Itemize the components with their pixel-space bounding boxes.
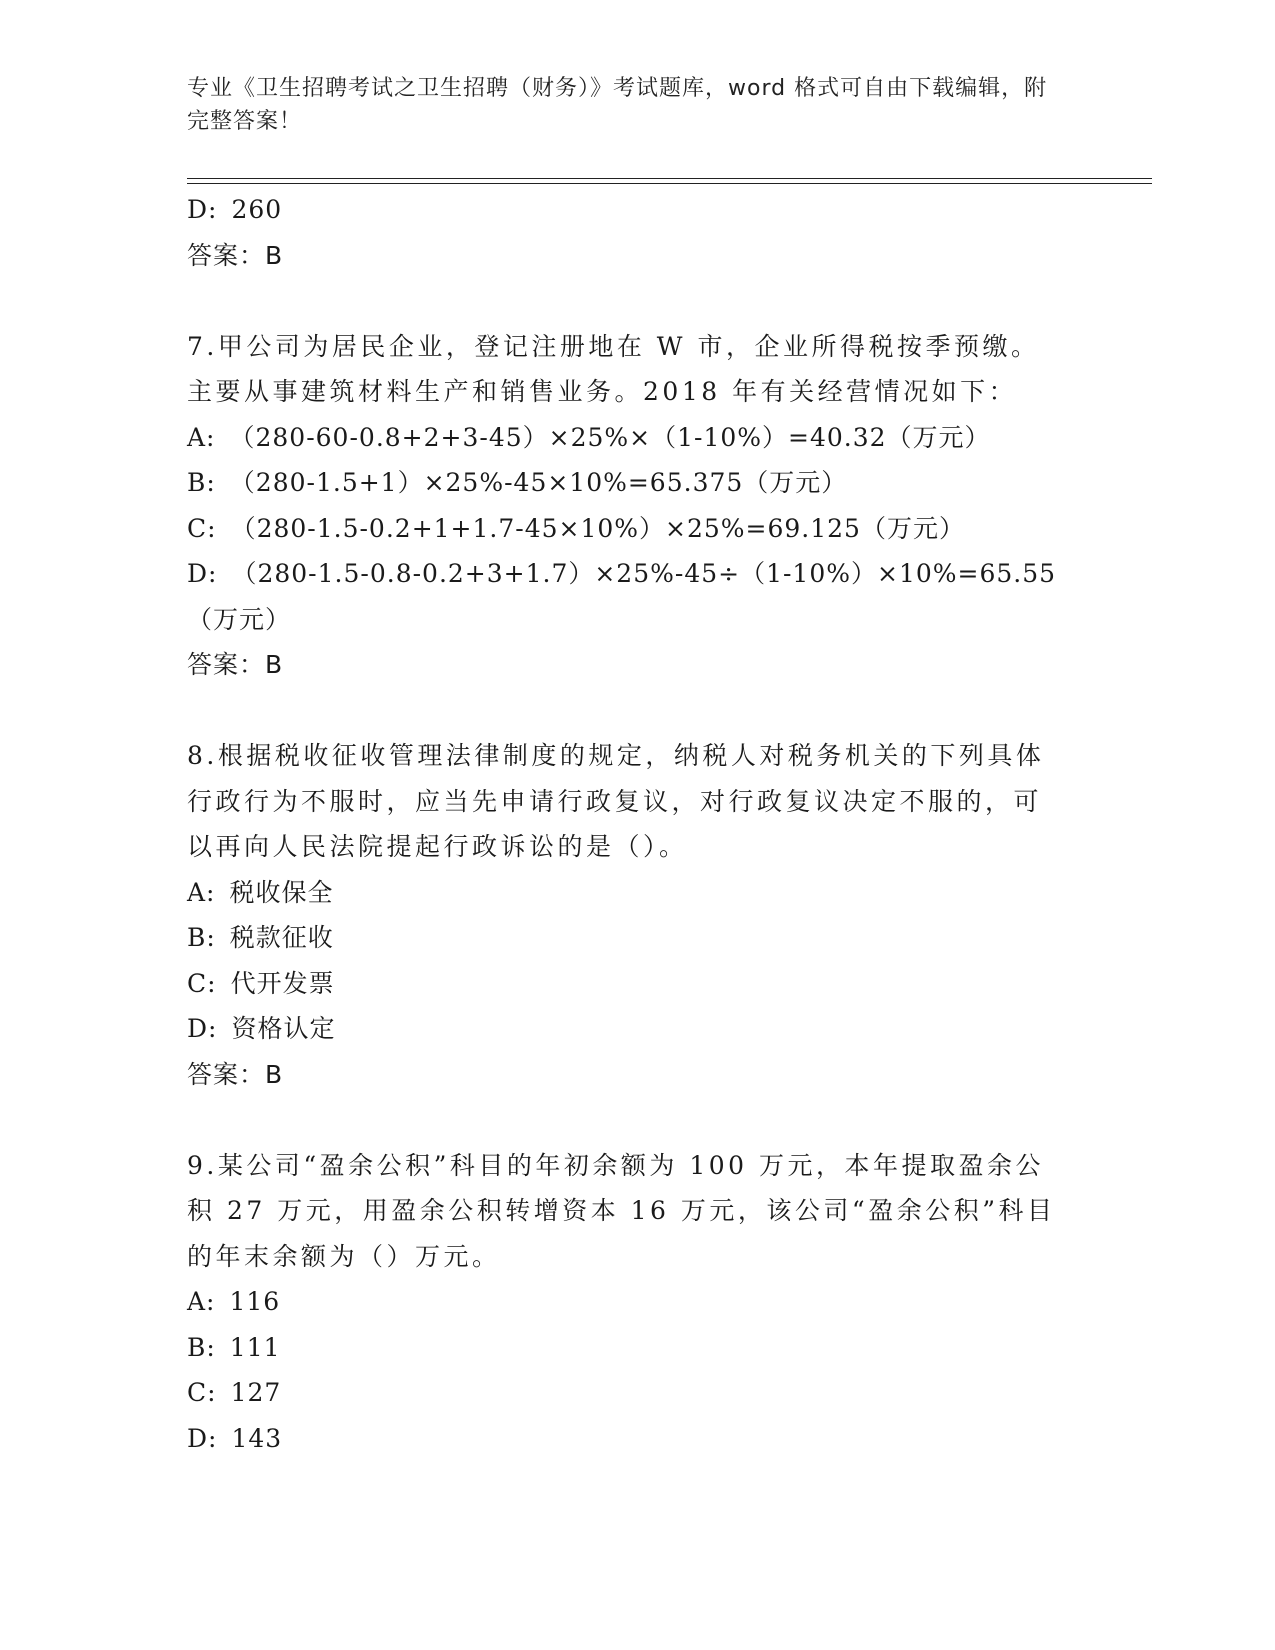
option-text: （280-1.5+1）×25%-45×10%=65.375（万元） xyxy=(229,468,848,497)
option-text: 127 xyxy=(230,1378,282,1407)
q7-option-b xyxy=(187,460,1067,506)
q6-option-d xyxy=(187,187,1067,233)
option-text: 资格认定 xyxy=(231,1014,336,1043)
option-label: C: xyxy=(187,1378,217,1407)
q9-stem: 9.某公司“盈余公积”科目的年初余额为 100 万元，本年提取盈余公积 27 万元，用盈余公积转增资本 16 万元，该公司“盈余公积”科目的年末余额为（）万元。 xyxy=(187,1150,1056,1271)
q9-option-b xyxy=(187,1325,1067,1371)
question-content xyxy=(187,187,1067,1461)
q8-option-c xyxy=(187,961,1067,1007)
q8-answer: 答案：B xyxy=(187,1059,284,1089)
header-rule-top xyxy=(187,178,1152,179)
option-label: B: xyxy=(187,468,216,497)
option-label: D: xyxy=(187,1423,218,1453)
option-text: 116 xyxy=(229,1287,281,1316)
q7-option-a xyxy=(187,415,1067,461)
spacer xyxy=(187,1097,1067,1143)
spacer xyxy=(187,688,1067,734)
option-text: （280-60-0.8+2+3-45）×25%×（1-10%）=40.32（万元） xyxy=(229,422,991,452)
option-label: D: xyxy=(187,1014,218,1043)
q7-answer: 答案：B xyxy=(187,650,284,679)
option-text: 143 xyxy=(231,1423,283,1453)
option-label: D: xyxy=(187,195,218,224)
spacer xyxy=(187,278,1067,324)
q8-stem: 8.根据税收征收管理法律制度的规定，纳税人对税务机关的下列具体行政行为不服时，应当先申请行政复议，对行政复议决定不服的，可以再向人民法院提起行政诉讼的是（）。 xyxy=(187,741,1045,861)
q9-option-a xyxy=(187,1279,1067,1325)
q9-option-d xyxy=(187,1416,1067,1462)
option-text: 111 xyxy=(229,1332,281,1362)
q9-option-c xyxy=(187,1370,1067,1416)
option-label: A: xyxy=(187,1287,216,1316)
q7-stem: 7.甲公司为居民企业，登记注册地在 W 市，企业所得税按季预缴。主要从事建筑材料生产和销售业务。2018 年有关经营情况如下： xyxy=(187,331,1040,406)
option-text: 税收保全 xyxy=(229,877,334,907)
option-text: （280-1.5-0.8-0.2+3+1.7）×25%-45÷（1-10%）×10%=65.55（万元） xyxy=(187,559,1057,634)
option-text: 代开发票 xyxy=(230,968,335,998)
option-text: （280-1.5-0.2+1+1.7-45×10%）×25%=69.125（万元） xyxy=(230,513,965,543)
option-text: 税款征收 xyxy=(229,923,334,952)
option-label: B: xyxy=(187,923,216,952)
option-label: C: xyxy=(187,513,217,543)
option-label: A: xyxy=(187,422,216,452)
q7-option-d xyxy=(187,551,1067,642)
option-label: B: xyxy=(187,1332,216,1362)
header-rule-bottom xyxy=(187,183,1152,184)
option-label: C: xyxy=(187,968,217,998)
q6-answer: 答案：B xyxy=(187,240,284,270)
q8-option-a xyxy=(187,870,1067,916)
option-label: D: xyxy=(187,559,218,588)
q8-option-d xyxy=(187,1006,1067,1052)
q7-option-c xyxy=(187,506,1067,552)
q8-option-b xyxy=(187,915,1067,961)
option-text: 260 xyxy=(231,195,283,224)
option-label: A: xyxy=(187,877,216,907)
document-header: 专业《卫生招聘考试之卫生招聘（财务）》考试题库，word 格式可自由下载编辑，附完整答案！ xyxy=(187,76,1048,134)
